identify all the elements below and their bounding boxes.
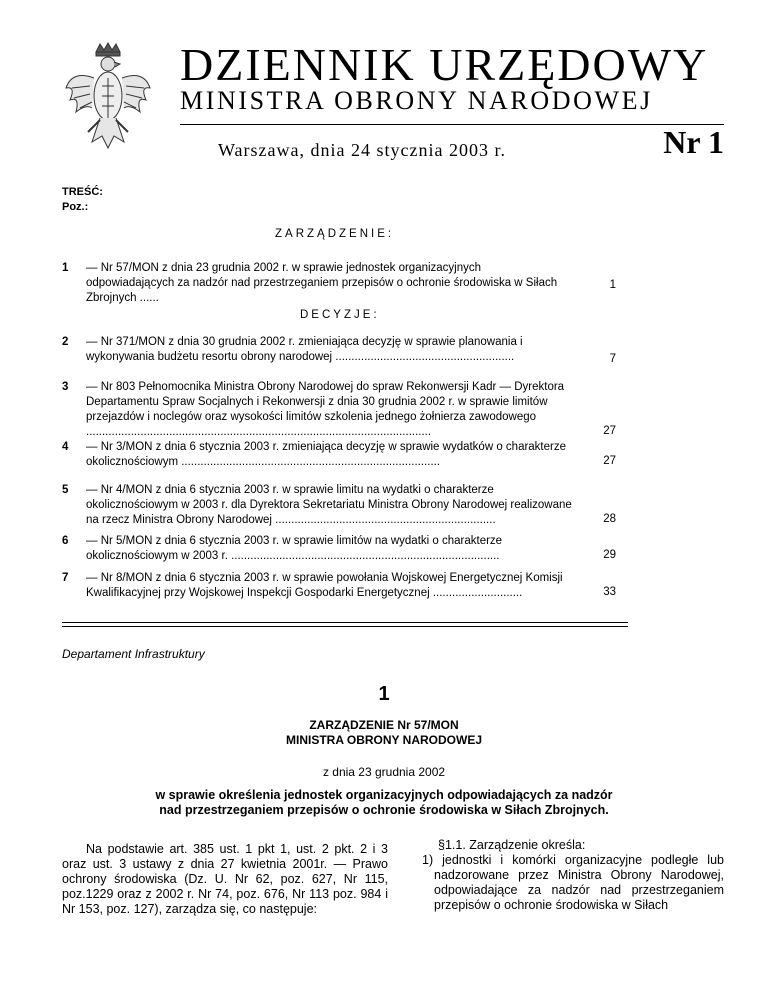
eagle-emblem-icon — [62, 42, 154, 160]
toc-entry — [62, 261, 572, 306]
toc-entry-text: — Nr 8/MON z dnia 6 stycznia 2003 r. w sprawie powołania Wojskowej Energetycznej Komisji Kwalifikacyjnej przy Wojskowej Inspekcji Gospodarki Energetycznej ............................ — [86, 572, 563, 599]
toc-entry — [62, 335, 572, 365]
toc-entry-number: 4 — [62, 441, 69, 453]
journal-title: DZIENNIK URZĘDOWY — [180, 39, 709, 90]
contents-rule-top — [62, 622, 628, 623]
paragraph-1-point-1: 1) jednostki i komórki organizacyjne podległe lub nadzorowane przez Ministra Obrony Narodowej, odpowiadające za nadzór nad przestrzeganiem przepisów o ochronie środowiska w Siłach — [422, 853, 724, 912]
preamble-paragraph: Na podstawie art. 385 ust. 1 pkt 1, ust. 2 pkt. 2 i 3 oraz ust. 3 ustawy z dnia 27 kwietnia 2001r. — Prawo ochrony środowiska (Dz. U. Nr 62, poz. 627, Nr 115, poz.1229 oraz z 2002 r. Nr 74, poz. 676, Nr 113 poz. 984 i Nr 153, poz. 127), zarządza się, co następuje: — [62, 842, 388, 916]
act-subject-line1: w sprawie określenia jednostek organizacyjnych odpowiadających za nadzór — [155, 788, 613, 802]
toc-entry-text: — Nr 4/MON z dnia 6 stycznia 2003 r. w sprawie limitu na wydatki o charakterze okolicznościowym w 2003 r. dla Dyrektora Sekretariatu Ministra Obrony Narodowej realizowane na rzecz Ministra Obrony Narodowej ..................................................................... — [86, 484, 572, 526]
toc-entry — [62, 571, 572, 601]
paragraph-1-intro: §1.1. Zarządzenie określa: — [438, 838, 586, 852]
journal-subtitle: MINISTRA OBRONY NARODOWEJ — [180, 86, 653, 115]
department-name: Departament Infrastruktury — [62, 647, 205, 661]
header-rule — [180, 124, 724, 125]
toc-entry — [62, 380, 572, 440]
act-subject-line2: nad przestrzeganiem przepisów o ochronie środowiska w Siłach Zbrojnych. — [159, 803, 609, 817]
toc-entry-page: 27 — [603, 425, 616, 437]
toc-entry-page: 28 — [603, 513, 616, 525]
position-label: Poz.: — [62, 201, 89, 213]
act-date: z dnia 23 grudnia 2002 — [322, 765, 446, 779]
toc-entry-number: 2 — [62, 336, 69, 348]
toc-entry-page: 1 — [609, 279, 616, 291]
toc-entry — [62, 483, 572, 528]
act-number: 1 — [378, 683, 390, 705]
toc-entry-text: — Nr 3/MON z dnia 6 stycznia 2003 r. zmieniająca decyzję w sprawie wydatków o charakterze okolicznościowym ................................................................................. — [86, 441, 567, 468]
toc-entry-number: 1 — [62, 262, 69, 274]
issue-date: Warszawa, dnia 24 stycznia 2003 r. — [218, 140, 506, 160]
act-issuer: MINISTRA OBRONY NARODOWEJ — [285, 733, 482, 747]
contents-rule-bottom — [62, 626, 628, 627]
toc-entry-number: 3 — [62, 381, 69, 393]
toc-entry — [62, 440, 572, 470]
toc-entry-page: 7 — [609, 353, 616, 365]
toc-entry-number: 5 — [62, 484, 69, 496]
toc-entry-page: 29 — [603, 549, 616, 561]
toc-entry-text: — Nr 371/MON z dnia 30 grudnia 2002 r. zmieniająca decyzję w sprawie planowania i wykonywania budżetu resortu obrony narodowej ........................................................ — [86, 336, 523, 363]
section-decyzje: DECYZJE: — [300, 309, 380, 321]
toc-entry-page: 27 — [603, 455, 616, 467]
toc-entry-text: — Nr 57/MON z dnia 23 grudnia 2002 r. w sprawie jednostek organizacyjnych odpowiadających za nadzór nad przestrzeganiem przepisów o ochronie środowiska w Siłach Zbrojnych ...... — [86, 262, 558, 304]
contents-label: TREŚĆ: — [62, 186, 103, 198]
toc-entry-text: — Nr 5/MON z dnia 6 stycznia 2003 r. w sprawie limitów na wydatki o charakterze okolicznościowym w 2003 r. .................................................................................... — [86, 535, 503, 562]
section-zarzadzenie: ZARZĄDZENIE: — [275, 228, 395, 240]
toc-entry-number: 6 — [62, 535, 69, 547]
act-title: ZARZĄDZENIE Nr 57/MON — [309, 718, 459, 732]
toc-entry-number: 7 — [62, 572, 69, 584]
toc-entry-text: — Nr 803 Pełnomocnika Ministra Obrony Narodowej do spraw Rekonwersji Kadr — Dyrektora Departamentu Spraw Socjalnych i Rekonwersji z dnia 30 grudnia 2002 r. w sprawie limitów przejazdów i noclegów oraz wysokości limitów szkolenia jednego żołnierza zawodowego ............................................................................................................ — [86, 381, 565, 438]
toc-entry-page: 33 — [603, 586, 616, 598]
toc-entry — [62, 534, 572, 564]
issue-number: Nr 1 — [663, 124, 724, 160]
